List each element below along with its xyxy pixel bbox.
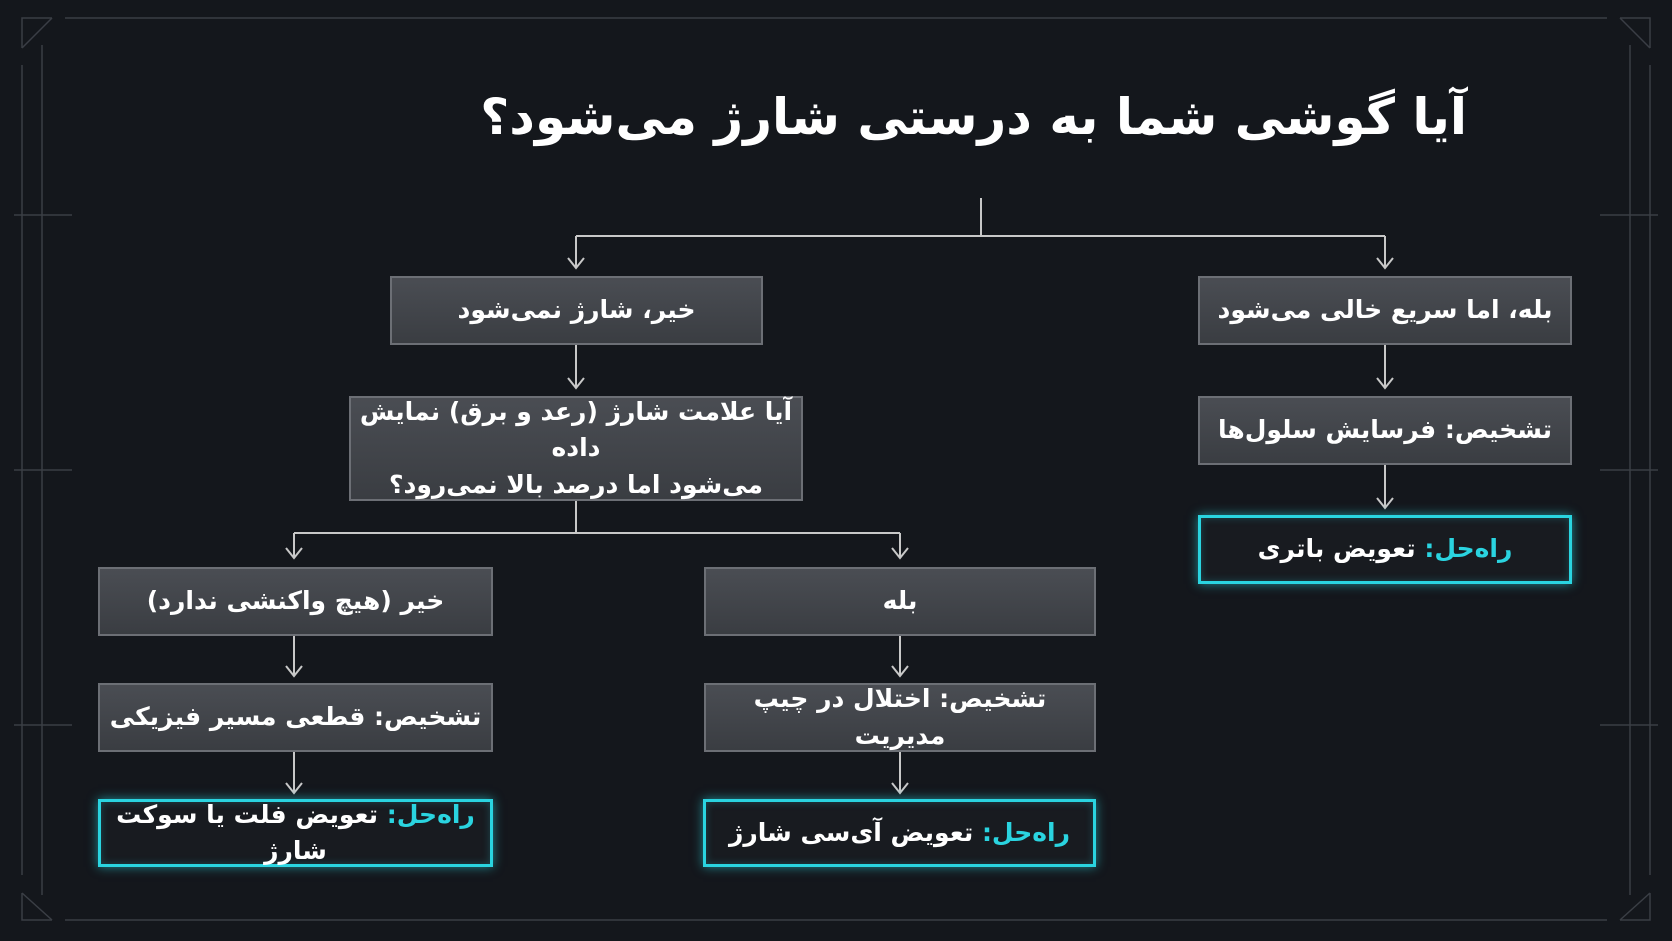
question-charge-indicator — [349, 396, 803, 501]
answer-no-not-charging-text: خیر، شارژ نمی‌شود — [457, 295, 696, 325]
solution-replace-flex-socket — [98, 799, 493, 867]
answer-yes — [704, 567, 1096, 636]
solution-label: راه‌حل: — [1424, 534, 1513, 564]
diagnosis-management-chip-text: تشخیص: اختلال در چیپ مدیریت — [753, 684, 1047, 750]
answer-yes-drains-fast — [1198, 276, 1572, 345]
solution-value: تعویض فلت یا سوکت شارژ — [116, 799, 379, 865]
solution-replace-flex-socket-text — [101, 797, 490, 870]
answer-no-not-charging — [390, 276, 763, 345]
diagnosis-cell-degradation-text: تشخیص: فرسایش سلول‌ها — [1217, 415, 1553, 445]
page-title: آیا گوشی شما به درستی شارژ می‌شود؟ — [480, 88, 1467, 146]
solution-replace-charging-ic — [703, 799, 1096, 867]
question-line-1: آیا علامت شارژ (رعد و برق) نمایش داده — [359, 397, 793, 463]
solution-replace-battery — [1198, 515, 1572, 584]
answer-yes-text: بله — [882, 586, 918, 616]
answer-no-reaction — [98, 567, 493, 636]
solution-label: راه‌حل: — [981, 817, 1070, 847]
solution-value: تعویض آی‌سی شارژ — [729, 817, 974, 847]
solution-label: راه‌حل: — [386, 799, 475, 829]
solution-value: تعویض باتری — [1257, 534, 1416, 564]
question-line-2: می‌شود اما درصد بالا نمی‌رود؟ — [388, 469, 764, 499]
answer-yes-drains-fast-text: بله، اما سریع خالی می‌شود — [1217, 295, 1553, 325]
diagnosis-management-chip — [704, 683, 1096, 752]
solution-replace-charging-ic-text — [729, 815, 1070, 851]
diagnosis-cell-degradation — [1198, 396, 1572, 465]
solution-replace-battery-text — [1258, 531, 1513, 567]
answer-no-reaction-text: خیر (هیچ واکنشی ندارد) — [146, 586, 445, 616]
diagnosis-physical-path-text: تشخیص: قطعی مسیر فیزیکی — [109, 702, 482, 732]
diagnosis-physical-path — [98, 683, 493, 752]
